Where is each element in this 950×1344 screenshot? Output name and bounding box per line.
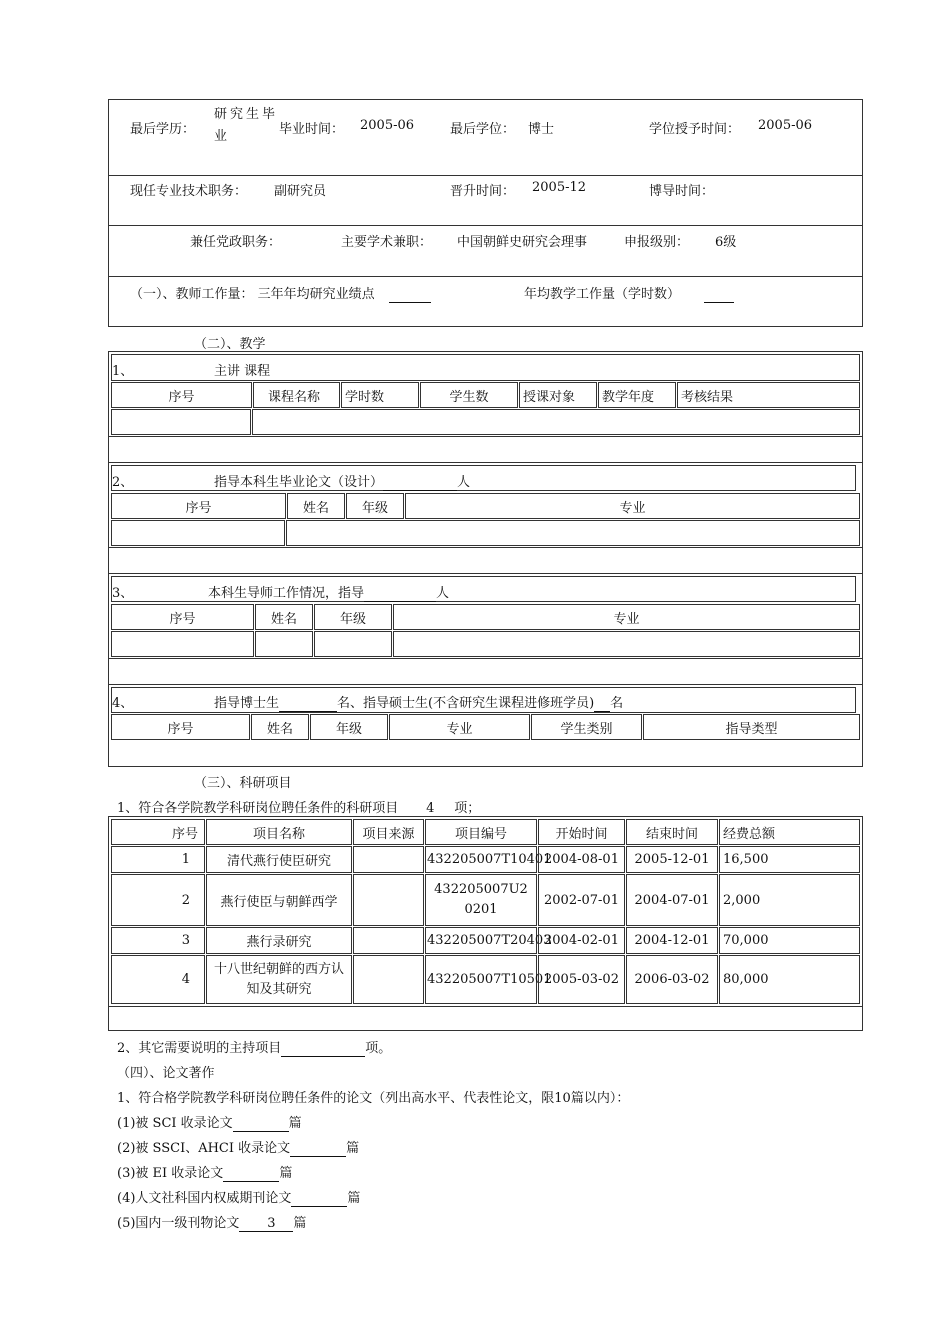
s3-header-cell: 年级	[314, 604, 392, 630]
research-header-cell: 项目编号	[425, 819, 537, 845]
workload-teaching	[524, 283, 734, 303]
s1-bottom	[108, 436, 863, 437]
s3-blank	[364, 587, 436, 602]
research-header-cell: 开始时间	[538, 819, 625, 845]
s4-header-cell: 专业	[389, 714, 530, 740]
research-row-no: 2	[111, 874, 205, 926]
papers-core-label: (4)人文社科国内权威期刊论文	[117, 1191, 292, 1206]
s4-header-cell: 序号	[111, 714, 250, 740]
s4-blank-phd	[279, 697, 337, 712]
s2-title-a: 指导本科生毕业论文（设计）	[214, 475, 384, 490]
research-heading: （三）、科研项目	[194, 776, 292, 791]
apply-level-label: 申报级别：	[624, 235, 690, 250]
s2-spacer	[108, 573, 863, 574]
s3-header-cell: 序号	[111, 604, 254, 630]
research-header-cell: 项目名称	[206, 819, 352, 845]
s2-blank	[383, 476, 457, 491]
research-header-cell: 经费总额	[719, 819, 860, 845]
research-row-start: 2002-07-01	[538, 874, 625, 926]
workload-teaching-blank	[704, 288, 734, 303]
research-row-end: 2005-12-01	[626, 846, 718, 873]
research-row-code: 432205007T20403	[425, 927, 537, 954]
s3-title-b: 人	[436, 586, 450, 601]
papers-heading: （四）、论文著作	[117, 1066, 215, 1081]
research-row-code: 432205007T10501	[425, 955, 537, 1004]
research-row-start: 2004-08-01	[538, 846, 625, 873]
research-row-name: 清代燕行使臣研究	[206, 846, 352, 873]
research-row-name: 燕行使臣与朝鲜西学	[206, 874, 352, 926]
research-row-start: 2004-02-01	[538, 927, 625, 954]
research-row-source	[353, 874, 424, 926]
papers-ei-label: (3)被 EI 收录论文	[117, 1166, 224, 1181]
workload-text	[130, 283, 431, 303]
research-row-end: 2004-12-01	[626, 927, 718, 954]
research-row-fund: 2,000	[719, 874, 860, 926]
research-row-fund: 16,500	[719, 846, 860, 873]
s2-header-cell: 序号	[111, 493, 286, 519]
papers-line1: 1、符合格学院教学科研岗位聘任条件的论文（列出高水平、代表性论文，限10篇以内）：	[117, 1091, 630, 1106]
research-line2-a: 2、其它需要说明的主持项目	[117, 1041, 282, 1056]
academic-post-label: 主要学术兼职：	[341, 235, 433, 250]
s2-bottom	[108, 547, 863, 548]
highest-degree-label: 最后学位：	[450, 122, 516, 137]
s4-title-a: 指导博士生	[214, 696, 280, 711]
s1-num: 1、	[112, 364, 134, 379]
research-line1	[117, 797, 480, 817]
s1-header-cell: 学时数	[341, 382, 419, 408]
research-line1-a: 1、符合各学院教学科研岗位聘任条件的科研项目	[117, 801, 399, 816]
research-bottom-line	[108, 1006, 863, 1007]
papers-ei	[117, 1162, 292, 1182]
academic-post-value: 中国朝鲜史研究会理事	[457, 235, 588, 250]
s3-empty-cell	[255, 631, 313, 657]
s4-header-cell: 姓名	[251, 714, 309, 740]
s1-empty-cell	[111, 409, 251, 435]
s4-title	[214, 692, 623, 712]
papers-first-label: (5)国内一级刊物论文	[117, 1216, 240, 1231]
s3-title	[208, 582, 449, 602]
s1-header-cell: 教学年度	[598, 382, 676, 408]
s1-header-cell: 学生数	[420, 382, 518, 408]
s3-header-cell: 专业	[393, 604, 860, 630]
workload-teaching-label: 年均教学工作量（学时数）	[524, 287, 681, 302]
papers-sci-label: (1)被 SCI 收录论文	[117, 1116, 233, 1131]
degree-time-label: 学位授予时间：	[649, 122, 741, 137]
research-header-cell: 项目来源	[353, 819, 424, 845]
s2-title	[214, 471, 470, 491]
research-row-source	[353, 846, 424, 873]
papers-ei-blank	[223, 1167, 279, 1182]
s1-header-cell: 授课对象	[519, 382, 597, 408]
research-row-end: 2006-03-02	[626, 955, 718, 1004]
s1-header-cell: 考核结果	[677, 382, 860, 408]
research-line2-blank	[281, 1042, 365, 1057]
research-row-fund: 70,000	[719, 927, 860, 954]
s3-bottom	[108, 658, 863, 659]
s1-title: 主讲 课程	[214, 364, 271, 379]
research-line1-b: 项；	[454, 801, 481, 816]
research-line2	[117, 1037, 391, 1057]
s2-empty-cell	[111, 520, 285, 546]
papers-first	[117, 1212, 306, 1232]
s3-spacer	[108, 684, 863, 685]
research-row-source	[353, 927, 424, 954]
highest-education-label: 最后学历：	[130, 122, 196, 137]
papers-sci	[117, 1112, 302, 1132]
papers-core-blank	[291, 1192, 347, 1207]
s2-header-cell: 专业	[405, 493, 860, 519]
row-divider	[108, 175, 863, 176]
papers-unit: 篇	[279, 1166, 293, 1181]
papers-unit: 篇	[288, 1116, 302, 1131]
research-row-end: 2004-07-01	[626, 874, 718, 926]
s4-num: 4、	[112, 696, 134, 711]
s1-header-cell: 序号	[111, 382, 252, 408]
papers-ssci-blank	[290, 1142, 346, 1157]
research-row-name: 燕行录研究	[206, 927, 352, 954]
title-value: 副研究员	[274, 184, 327, 199]
research-row-no: 3	[111, 927, 205, 954]
s2-num: 2、	[112, 475, 134, 490]
row-divider	[108, 276, 863, 277]
title-label: 现任专业技术职务：	[130, 184, 248, 199]
workload-blank	[389, 288, 431, 303]
research-row-name-text: 十八世纪朝鲜的西方认知及其研究	[213, 961, 344, 997]
promotion-value: 2005-12	[532, 180, 587, 195]
s4-header-cell: 年级	[310, 714, 388, 740]
research-row-name	[206, 955, 352, 1004]
s4-title-c: 名	[610, 696, 624, 711]
promotion-label: 晋升时间：	[450, 184, 516, 199]
research-row-start: 2005-03-02	[538, 955, 625, 1004]
s3-header-cell: 姓名	[255, 604, 313, 630]
s3-empty-cell	[111, 631, 254, 657]
row-divider	[108, 225, 863, 226]
research-row-code	[425, 874, 537, 926]
s2-header-cell: 姓名	[287, 493, 345, 519]
teaching-heading: （二）、教学	[194, 337, 266, 352]
s2-empty-cell	[286, 520, 860, 546]
research-row-code-text: 432205007U20201	[434, 882, 528, 917]
s3-empty-cell	[314, 631, 392, 657]
party-post-label: 兼任党政职务：	[190, 235, 282, 250]
papers-unit: 篇	[347, 1191, 361, 1206]
research-row-code: 432205007T10401	[425, 846, 537, 873]
papers-core	[117, 1187, 360, 1207]
s1-spacer	[108, 462, 863, 463]
s4-header-cell: 学生类别	[531, 714, 642, 740]
apply-level-value: 6级	[715, 235, 737, 250]
papers-ssci	[117, 1137, 359, 1157]
supervisor-time-label: 博导时间：	[649, 184, 715, 199]
papers-unit: 篇	[346, 1141, 360, 1156]
highest-education-value: 研究生毕业	[214, 107, 279, 144]
s4-blank-master	[594, 697, 610, 712]
s4-header-cell: 指导类型	[643, 714, 860, 740]
s3-title-a: 本科生导师工作情况，指导	[208, 586, 365, 601]
degree-time-value: 2005-06	[758, 118, 813, 133]
research-row-no: 1	[111, 846, 205, 873]
s2-title-b: 人	[457, 475, 471, 490]
research-row-source	[353, 955, 424, 1004]
s3-empty-cell	[393, 631, 860, 657]
s4-title-b: 名、指导硕士生(不含研究生课程进修班学员)	[337, 696, 595, 711]
grad-time-label: 毕业时间：	[279, 122, 345, 137]
s2-header-cell: 年级	[346, 493, 404, 519]
research-count: 4	[398, 802, 454, 817]
s1-empty-cell	[252, 409, 860, 435]
grad-time-value: 2005-06	[360, 118, 415, 133]
papers-ssci-label: (2)被 SSCI、AHCI 收录论文	[117, 1141, 291, 1156]
papers-sci-blank	[233, 1117, 289, 1132]
s3-num: 3、	[112, 586, 134, 601]
research-header-cell: 序号	[111, 819, 205, 845]
research-row-fund: 80,000	[719, 955, 860, 1004]
s1-header-cell: 课程名称	[253, 382, 340, 408]
research-header-cell: 结束时间	[626, 819, 718, 845]
research-row-no: 4	[111, 955, 205, 1004]
research-line2-b: 项。	[365, 1041, 392, 1056]
papers-first-count: 3	[239, 1217, 293, 1232]
workload-label: （一）、教师工作量： 三年年均研究业绩点	[130, 287, 375, 302]
highest-degree-value: 博士	[528, 122, 555, 137]
papers-unit: 篇	[293, 1216, 307, 1231]
